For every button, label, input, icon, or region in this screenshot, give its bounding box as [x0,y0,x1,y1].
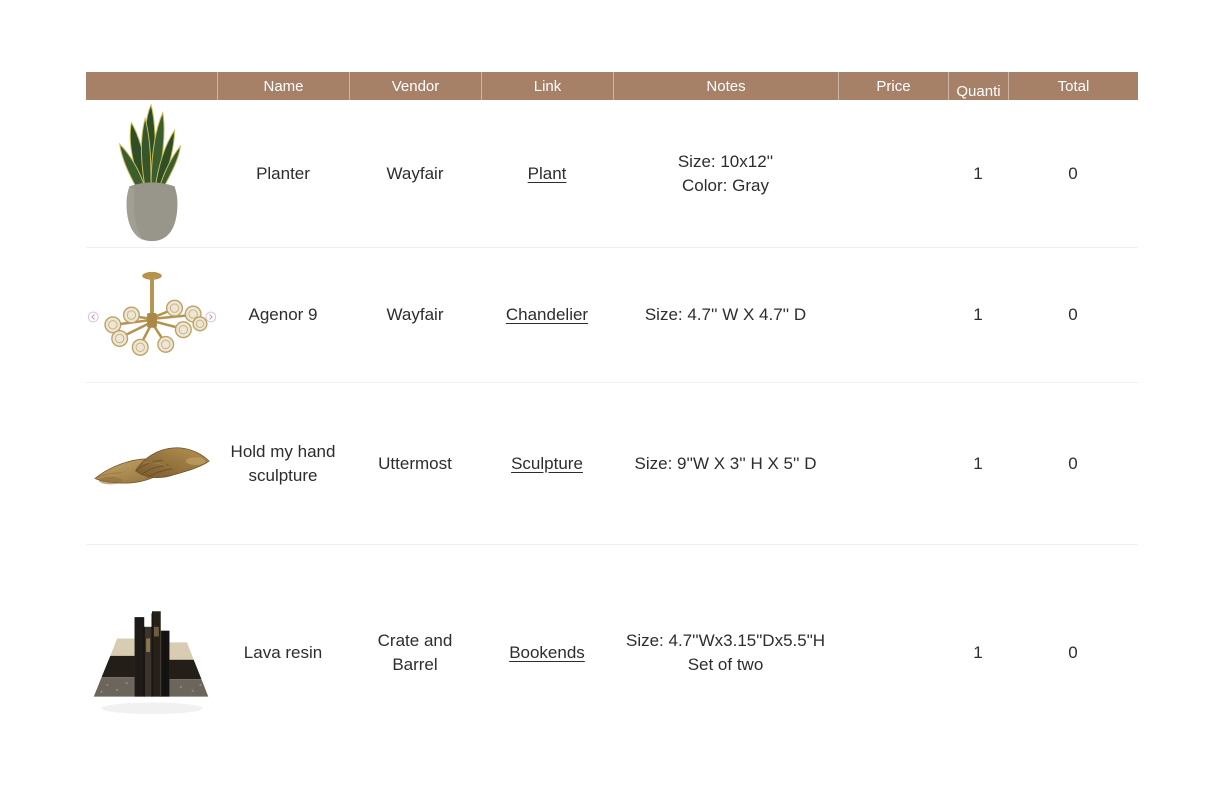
header-total: Total [1008,72,1138,100]
product-name: Lava resin [243,642,323,662]
product-name: Hold my hand sculpture [230,442,336,485]
product-quantity: 1 [973,642,983,662]
product-price [838,545,948,760]
product-name: Planter [256,163,310,183]
product-notes: Size: 10x12'' Color: Gray [677,152,774,195]
table-row [86,100,1138,248]
product-total: 0 [1068,642,1078,662]
product-link-cell [481,248,613,382]
carousel-next-icon [205,312,215,322]
product-link[interactable]: Chandelier [505,305,589,325]
product-name: Agenor 9 [248,305,318,325]
planter-image [105,101,199,246]
product-link-cell [481,383,613,544]
product-vendor: Wayfair [386,305,444,325]
table-header-row [86,72,1138,119]
header-notes: Notes [613,72,838,100]
carousel-prev-icon [88,312,98,322]
table-row [86,545,1138,760]
product-vendor: Uttermost [378,453,452,473]
table-row [86,383,1138,545]
product-notes: Size: 4.7''Wx3.15"Dx5.5"H Set of two [625,631,826,674]
header-name: Name [217,72,349,100]
product-link[interactable]: Plant [527,163,567,183]
product-link-cell [481,545,613,760]
product-price [838,248,948,382]
header-vendor: Vendor [349,72,481,100]
product-link-cell [481,100,613,247]
table-row [86,248,1138,383]
product-image-cell [86,383,217,544]
product-quantity: 1 [973,163,983,183]
product-total: 0 [1068,453,1078,473]
product-link[interactable]: Sculpture [511,453,583,473]
product-price [838,383,948,544]
bookends-image [87,588,217,718]
product-vendor: Wayfair [386,163,444,183]
product-image-cell [86,248,217,382]
product-total: 0 [1068,163,1078,183]
products-table [86,72,1138,760]
hands-sculpture-image [91,434,213,494]
header-price: Price [838,72,948,100]
header-quantity: Quantity [948,72,1008,100]
product-quantity: 1 [973,305,983,325]
product-image-cell [86,100,217,247]
product-link[interactable]: Bookends [509,642,585,662]
product-notes: Size: 9''W X 3'' H X 5'' D [634,453,817,473]
product-quantity: 1 [973,453,983,473]
product-total: 0 [1068,305,1078,325]
product-notes: Size: 4.7'' W X 4.7'' D [644,305,807,325]
product-price [838,100,948,247]
chandelier-image [87,268,217,362]
header-link: Link [481,72,613,100]
header-image-column [86,72,217,100]
product-vendor: Crate and Barrel [377,631,453,674]
product-image-cell [86,545,217,760]
